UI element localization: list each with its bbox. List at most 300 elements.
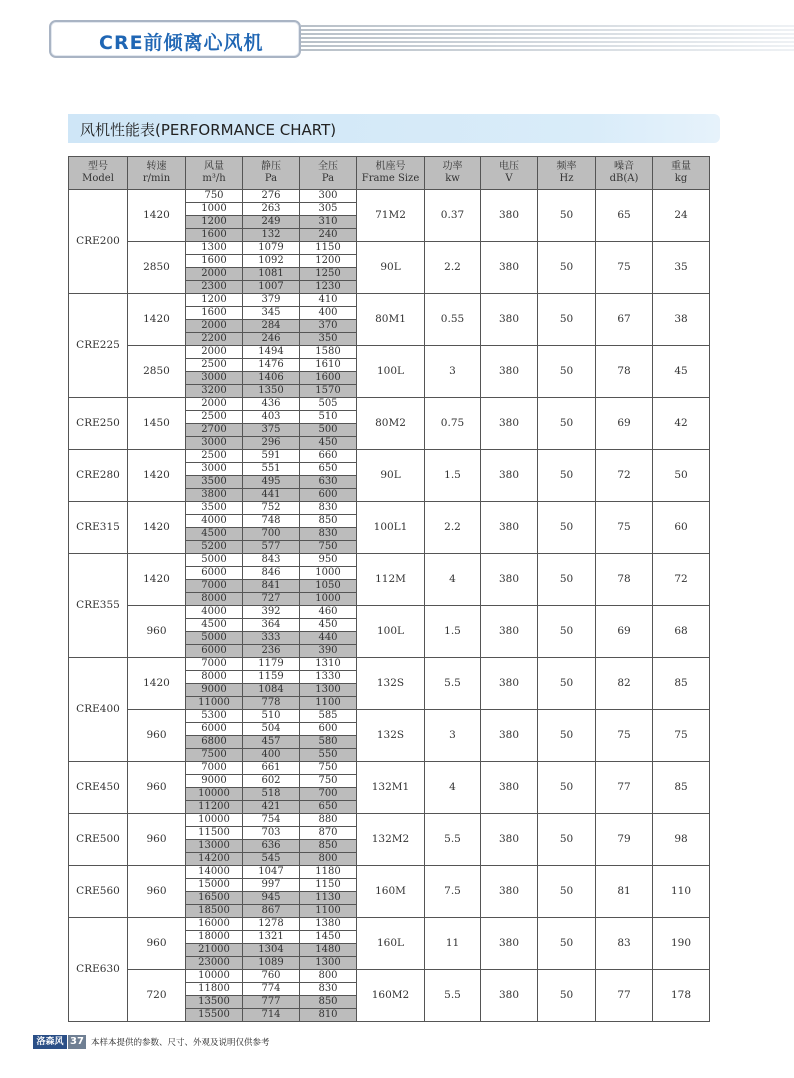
- voltage-cell: 380: [481, 866, 538, 918]
- weight-cell: 24: [653, 190, 710, 242]
- column-header-cn: 转速: [146, 160, 167, 172]
- airflow-cell: 1300: [186, 242, 243, 255]
- static-pressure-cell: 1304: [243, 944, 300, 957]
- weight-cell: 98: [653, 814, 710, 866]
- speed-cell: 960: [128, 762, 186, 814]
- total-pressure-cell: 505: [300, 398, 357, 411]
- airflow-cell: 4000: [186, 515, 243, 528]
- total-pressure-cell: 830: [300, 528, 357, 541]
- speed-cell: 960: [128, 866, 186, 918]
- static-pressure-cell: 1079: [243, 242, 300, 255]
- total-pressure-cell: 440: [300, 632, 357, 645]
- total-pressure-cell: 1150: [300, 879, 357, 892]
- column-header-cn: 风量: [204, 160, 224, 172]
- airflow-cell: 11500: [186, 827, 243, 840]
- static-pressure-cell: 602: [243, 775, 300, 788]
- total-pressure-cell: 1480: [300, 944, 357, 957]
- weight-cell: 38: [653, 294, 710, 346]
- frequency-cell: 50: [538, 762, 596, 814]
- noise-cell: 67: [596, 294, 653, 346]
- column-header: [186, 157, 243, 190]
- column-header-cn: 频率: [556, 160, 577, 172]
- airflow-cell: 3000: [186, 437, 243, 450]
- total-pressure-cell: 1600: [300, 372, 357, 385]
- voltage-cell: 380: [481, 398, 538, 450]
- column-header: [357, 157, 425, 190]
- voltage-cell: 380: [481, 606, 538, 658]
- column-header: [300, 157, 357, 190]
- total-pressure-cell: 1050: [300, 580, 357, 593]
- static-pressure-cell: 246: [243, 333, 300, 346]
- frame-size-cell: 100L1: [357, 502, 425, 554]
- frame-size-cell: 80M2: [357, 398, 425, 450]
- page-header-title: CRE前倾离心风机: [99, 32, 264, 54]
- noise-cell: 77: [596, 762, 653, 814]
- table-row: [69, 658, 710, 671]
- column-header-cn: 静压: [261, 160, 281, 172]
- table-row: [69, 710, 710, 723]
- airflow-cell: 4000: [186, 606, 243, 619]
- noise-cell: 81: [596, 866, 653, 918]
- total-pressure-cell: 870: [300, 827, 357, 840]
- static-pressure-cell: 236: [243, 645, 300, 658]
- frame-size-cell: 132M1: [357, 762, 425, 814]
- frequency-cell: 50: [538, 606, 596, 658]
- frequency-cell: 50: [538, 970, 596, 1022]
- total-pressure-cell: 350: [300, 333, 357, 346]
- total-pressure-cell: 1000: [300, 593, 357, 606]
- airflow-cell: 2000: [186, 398, 243, 411]
- airflow-cell: 1600: [186, 229, 243, 242]
- speed-cell: 1420: [128, 294, 186, 346]
- model-cell: CRE280: [69, 450, 128, 502]
- total-pressure-cell: 700: [300, 788, 357, 801]
- power-cell: 3: [425, 346, 481, 398]
- airflow-cell: 3500: [186, 476, 243, 489]
- static-pressure-cell: 591: [243, 450, 300, 463]
- frequency-cell: 50: [538, 346, 596, 398]
- frame-size-cell: 71M2: [357, 190, 425, 242]
- total-pressure-cell: 300: [300, 190, 357, 203]
- model-cell: CRE355: [69, 554, 128, 658]
- frame-size-cell: 90L: [357, 450, 425, 502]
- airflow-cell: 2500: [186, 450, 243, 463]
- airflow-cell: 5300: [186, 710, 243, 723]
- speed-cell: 960: [128, 918, 186, 970]
- power-cell: 2.2: [425, 242, 481, 294]
- frequency-cell: 50: [538, 398, 596, 450]
- static-pressure-cell: 777: [243, 996, 300, 1009]
- static-pressure-cell: 436: [243, 398, 300, 411]
- power-cell: 4: [425, 762, 481, 814]
- total-pressure-cell: 500: [300, 424, 357, 437]
- speed-cell: 1420: [128, 190, 186, 242]
- column-header-cn: 机座号: [375, 160, 406, 172]
- airflow-cell: 7000: [186, 658, 243, 671]
- airflow-cell: 11000: [186, 697, 243, 710]
- static-pressure-cell: 1084: [243, 684, 300, 697]
- column-header: [425, 157, 481, 190]
- total-pressure-cell: 600: [300, 723, 357, 736]
- total-pressure-cell: 830: [300, 502, 357, 515]
- noise-cell: 82: [596, 658, 653, 710]
- speed-cell: 1420: [128, 658, 186, 710]
- airflow-cell: 6000: [186, 645, 243, 658]
- static-pressure-cell: 296: [243, 437, 300, 450]
- noise-cell: 65: [596, 190, 653, 242]
- static-pressure-cell: 551: [243, 463, 300, 476]
- frequency-cell: 50: [538, 814, 596, 866]
- column-header-en: Pa: [264, 173, 278, 184]
- noise-cell: 69: [596, 398, 653, 450]
- frame-size-cell: 132S: [357, 658, 425, 710]
- noise-cell: 79: [596, 814, 653, 866]
- power-cell: 4: [425, 554, 481, 606]
- total-pressure-cell: 1570: [300, 385, 357, 398]
- airflow-cell: 5000: [186, 554, 243, 567]
- static-pressure-cell: 577: [243, 541, 300, 554]
- speed-cell: 1420: [128, 554, 186, 606]
- total-pressure-cell: 600: [300, 489, 357, 502]
- total-pressure-cell: 660: [300, 450, 357, 463]
- airflow-cell: 2700: [186, 424, 243, 437]
- airflow-cell: 1200: [186, 294, 243, 307]
- weight-cell: 190: [653, 918, 710, 970]
- total-pressure-cell: 1200: [300, 255, 357, 268]
- frame-size-cell: 100L: [357, 346, 425, 398]
- voltage-cell: 380: [481, 242, 538, 294]
- weight-cell: 178: [653, 970, 710, 1022]
- voltage-cell: 380: [481, 710, 538, 762]
- total-pressure-cell: 510: [300, 411, 357, 424]
- static-pressure-cell: 867: [243, 905, 300, 918]
- table-row: [69, 346, 710, 359]
- total-pressure-cell: 750: [300, 775, 357, 788]
- frequency-cell: 50: [538, 190, 596, 242]
- table-row: [69, 502, 710, 515]
- speed-cell: 720: [128, 970, 186, 1022]
- frame-size-cell: 112M: [357, 554, 425, 606]
- speed-cell: 1420: [128, 502, 186, 554]
- static-pressure-cell: 518: [243, 788, 300, 801]
- model-cell: CRE400: [69, 658, 128, 762]
- static-pressure-cell: 364: [243, 619, 300, 632]
- static-pressure-cell: 132: [243, 229, 300, 242]
- page-number: 37: [68, 1035, 86, 1049]
- total-pressure-cell: 850: [300, 515, 357, 528]
- power-cell: 0.55: [425, 294, 481, 346]
- weight-cell: 50: [653, 450, 710, 502]
- model-cell: CRE225: [69, 294, 128, 398]
- weight-cell: 75: [653, 710, 710, 762]
- airflow-cell: 5000: [186, 632, 243, 645]
- airflow-cell: 10000: [186, 970, 243, 983]
- airflow-cell: 2500: [186, 359, 243, 372]
- frequency-cell: 50: [538, 658, 596, 710]
- static-pressure-cell: 263: [243, 203, 300, 216]
- power-cell: 11: [425, 918, 481, 970]
- total-pressure-cell: 880: [300, 814, 357, 827]
- voltage-cell: 380: [481, 450, 538, 502]
- weight-cell: 60: [653, 502, 710, 554]
- model-cell: CRE630: [69, 918, 128, 1022]
- column-header: [538, 157, 596, 190]
- column-header-en: Pa: [321, 173, 335, 184]
- static-pressure-cell: 760: [243, 970, 300, 983]
- frequency-cell: 50: [538, 710, 596, 762]
- airflow-cell: 16500: [186, 892, 243, 905]
- total-pressure-cell: 370: [300, 320, 357, 333]
- airflow-cell: 3800: [186, 489, 243, 502]
- frame-size-cell: 90L: [357, 242, 425, 294]
- table-row: [69, 554, 710, 567]
- static-pressure-cell: 1321: [243, 931, 300, 944]
- total-pressure-cell: 800: [300, 970, 357, 983]
- table-row: [69, 970, 710, 983]
- total-pressure-cell: 1100: [300, 905, 357, 918]
- airflow-cell: 1600: [186, 307, 243, 320]
- model-cell: CRE500: [69, 814, 128, 866]
- column-header-en: m³/h: [202, 173, 226, 184]
- noise-cell: 83: [596, 918, 653, 970]
- static-pressure-cell: 1179: [243, 658, 300, 671]
- static-pressure-cell: 545: [243, 853, 300, 866]
- static-pressure-cell: 752: [243, 502, 300, 515]
- static-pressure-cell: 333: [243, 632, 300, 645]
- total-pressure-cell: 1130: [300, 892, 357, 905]
- airflow-cell: 15000: [186, 879, 243, 892]
- total-pressure-cell: 305: [300, 203, 357, 216]
- model-cell: CRE315: [69, 502, 128, 554]
- frame-size-cell: 160L: [357, 918, 425, 970]
- airflow-cell: 10000: [186, 788, 243, 801]
- total-pressure-cell: 410: [300, 294, 357, 307]
- frame-size-cell: 160M: [357, 866, 425, 918]
- static-pressure-cell: 774: [243, 983, 300, 996]
- total-pressure-cell: 580: [300, 736, 357, 749]
- static-pressure-cell: 1406: [243, 372, 300, 385]
- airflow-cell: 7000: [186, 762, 243, 775]
- column-header: [243, 157, 300, 190]
- frequency-cell: 50: [538, 502, 596, 554]
- airflow-cell: 8000: [186, 671, 243, 684]
- weight-cell: 45: [653, 346, 710, 398]
- speed-cell: 2850: [128, 346, 186, 398]
- total-pressure-cell: 750: [300, 541, 357, 554]
- table-row: [69, 762, 710, 775]
- noise-cell: 77: [596, 970, 653, 1022]
- airflow-cell: 6000: [186, 567, 243, 580]
- voltage-cell: 380: [481, 918, 538, 970]
- total-pressure-cell: 1580: [300, 346, 357, 359]
- airflow-cell: 7000: [186, 580, 243, 593]
- power-cell: 0.75: [425, 398, 481, 450]
- static-pressure-cell: 375: [243, 424, 300, 437]
- airflow-cell: 11200: [186, 801, 243, 814]
- static-pressure-cell: 703: [243, 827, 300, 840]
- column-header-cn: 电压: [499, 160, 519, 172]
- power-cell: 1.5: [425, 606, 481, 658]
- static-pressure-cell: 997: [243, 879, 300, 892]
- table-row: [69, 242, 710, 255]
- noise-cell: 75: [596, 242, 653, 294]
- column-header: [481, 157, 538, 190]
- total-pressure-cell: 1450: [300, 931, 357, 944]
- static-pressure-cell: 392: [243, 606, 300, 619]
- airflow-cell: 3000: [186, 372, 243, 385]
- airflow-cell: 9000: [186, 684, 243, 697]
- total-pressure-cell: 390: [300, 645, 357, 658]
- model-cell: CRE250: [69, 398, 128, 450]
- frequency-cell: 50: [538, 866, 596, 918]
- page-header: [49, 20, 301, 58]
- noise-cell: 72: [596, 450, 653, 502]
- frame-size-cell: 80M1: [357, 294, 425, 346]
- noise-cell: 69: [596, 606, 653, 658]
- table-header-row: [69, 157, 710, 190]
- airflow-cell: 15500: [186, 1009, 243, 1022]
- airflow-cell: 2000: [186, 346, 243, 359]
- noise-cell: 78: [596, 346, 653, 398]
- frame-size-cell: 100L: [357, 606, 425, 658]
- total-pressure-cell: 1610: [300, 359, 357, 372]
- airflow-cell: 14200: [186, 853, 243, 866]
- airflow-cell: 14000: [186, 866, 243, 879]
- airflow-cell: 2300: [186, 281, 243, 294]
- airflow-cell: 6800: [186, 736, 243, 749]
- weight-cell: 42: [653, 398, 710, 450]
- power-cell: 0.37: [425, 190, 481, 242]
- weight-cell: 35: [653, 242, 710, 294]
- total-pressure-cell: 450: [300, 437, 357, 450]
- static-pressure-cell: 1007: [243, 281, 300, 294]
- static-pressure-cell: 754: [243, 814, 300, 827]
- frequency-cell: 50: [538, 918, 596, 970]
- header-stripes: [301, 25, 794, 53]
- footer-note: 本样本提供的参数、尺寸、外观及说明仅供参考: [91, 1038, 270, 1048]
- static-pressure-cell: 403: [243, 411, 300, 424]
- total-pressure-cell: 1000: [300, 567, 357, 580]
- static-pressure-cell: 504: [243, 723, 300, 736]
- static-pressure-cell: 846: [243, 567, 300, 580]
- model-cell: CRE200: [69, 190, 128, 294]
- static-pressure-cell: 714: [243, 1009, 300, 1022]
- total-pressure-cell: 630: [300, 476, 357, 489]
- total-pressure-cell: 1150: [300, 242, 357, 255]
- static-pressure-cell: 1278: [243, 918, 300, 931]
- column-header: [653, 157, 710, 190]
- total-pressure-cell: 400: [300, 307, 357, 320]
- airflow-cell: 2000: [186, 268, 243, 281]
- table-row: [69, 190, 710, 203]
- column-header-en: kg: [674, 173, 688, 184]
- static-pressure-cell: 1350: [243, 385, 300, 398]
- static-pressure-cell: 421: [243, 801, 300, 814]
- power-cell: 5.5: [425, 658, 481, 710]
- airflow-cell: 2000: [186, 320, 243, 333]
- frame-size-cell: 160M2: [357, 970, 425, 1022]
- weight-cell: 85: [653, 762, 710, 814]
- column-header-en: r/min: [142, 173, 171, 184]
- table-row: [69, 814, 710, 827]
- column-header-en: kw: [445, 173, 460, 184]
- table-row: [69, 606, 710, 619]
- voltage-cell: 380: [481, 658, 538, 710]
- static-pressure-cell: 1476: [243, 359, 300, 372]
- total-pressure-cell: 1310: [300, 658, 357, 671]
- weight-cell: 72: [653, 554, 710, 606]
- airflow-cell: 13500: [186, 996, 243, 1009]
- airflow-cell: 16000: [186, 918, 243, 931]
- model-cell: CRE560: [69, 866, 128, 918]
- frame-size-cell: 132S: [357, 710, 425, 762]
- airflow-cell: 18000: [186, 931, 243, 944]
- power-cell: 2.2: [425, 502, 481, 554]
- total-pressure-cell: 460: [300, 606, 357, 619]
- total-pressure-cell: 1300: [300, 684, 357, 697]
- total-pressure-cell: 585: [300, 710, 357, 723]
- static-pressure-cell: 1092: [243, 255, 300, 268]
- voltage-cell: 380: [481, 190, 538, 242]
- airflow-cell: 3500: [186, 502, 243, 515]
- speed-cell: 1450: [128, 398, 186, 450]
- total-pressure-cell: 1100: [300, 697, 357, 710]
- power-cell: 3: [425, 710, 481, 762]
- static-pressure-cell: 841: [243, 580, 300, 593]
- static-pressure-cell: 1494: [243, 346, 300, 359]
- static-pressure-cell: 441: [243, 489, 300, 502]
- airflow-cell: 2500: [186, 411, 243, 424]
- airflow-cell: 4500: [186, 528, 243, 541]
- static-pressure-cell: 1159: [243, 671, 300, 684]
- airflow-cell: 23000: [186, 957, 243, 970]
- column-header: [596, 157, 653, 190]
- airflow-cell: 13000: [186, 840, 243, 853]
- total-pressure-cell: 850: [300, 996, 357, 1009]
- total-pressure-cell: 240: [300, 229, 357, 242]
- total-pressure-cell: 550: [300, 749, 357, 762]
- column-header-cn: 噪音: [614, 160, 634, 172]
- table-row: [69, 918, 710, 931]
- static-pressure-cell: 748: [243, 515, 300, 528]
- column-header-cn: 型号: [88, 160, 108, 172]
- frame-size-cell: 132M2: [357, 814, 425, 866]
- frequency-cell: 50: [538, 450, 596, 502]
- voltage-cell: 380: [481, 970, 538, 1022]
- power-cell: 1.5: [425, 450, 481, 502]
- static-pressure-cell: 945: [243, 892, 300, 905]
- column-header-cn: 功率: [442, 160, 463, 172]
- static-pressure-cell: 700: [243, 528, 300, 541]
- voltage-cell: 380: [481, 502, 538, 554]
- noise-cell: 75: [596, 710, 653, 762]
- voltage-cell: 380: [481, 346, 538, 398]
- table-row: [69, 294, 710, 307]
- airflow-cell: 18500: [186, 905, 243, 918]
- airflow-cell: 7500: [186, 749, 243, 762]
- static-pressure-cell: 379: [243, 294, 300, 307]
- speed-cell: 960: [128, 814, 186, 866]
- total-pressure-cell: 1300: [300, 957, 357, 970]
- table-row: [69, 450, 710, 463]
- noise-cell: 78: [596, 554, 653, 606]
- noise-cell: 75: [596, 502, 653, 554]
- column-header-en: dB(A): [609, 173, 639, 184]
- section-title: 风机性能表(PERFORMANCE CHART): [80, 121, 337, 139]
- total-pressure-cell: 450: [300, 619, 357, 632]
- total-pressure-cell: 850: [300, 840, 357, 853]
- speed-cell: 960: [128, 710, 186, 762]
